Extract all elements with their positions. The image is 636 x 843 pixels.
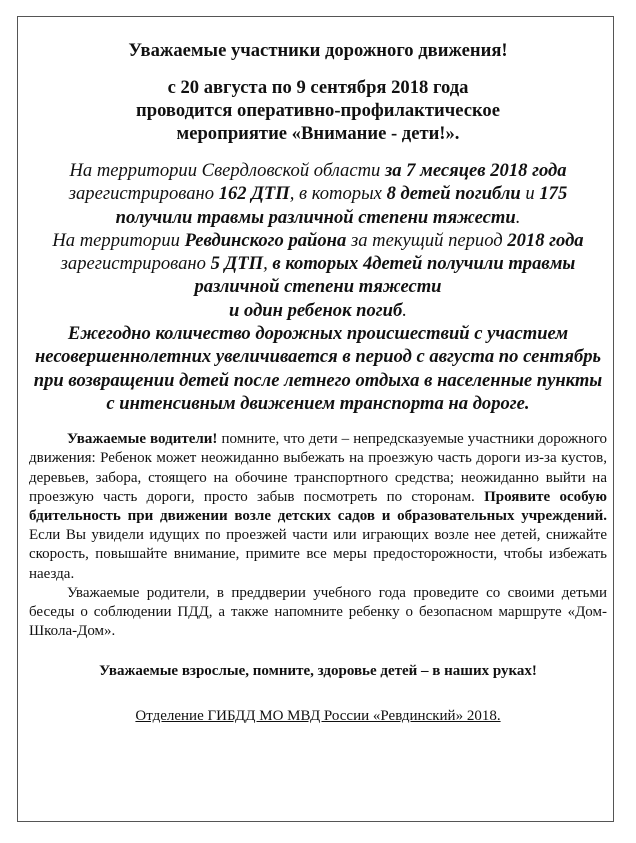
drivers-text: помните, что дети – непредсказуемые участники дорожного движения: Ребенок может неожиданно выбежать на проезжую часть дороги из-за кустов, деревьев, забора, стоящего на обочине транспортного средства; неожиданно выйти на проезжую часть дороги, просто забыв посмотреть по сторонам. <box>29 431 608 505</box>
parents-appeal: Уважаемые родители, в преддверии учебного года проведите со своими детьми беседы о соблюдении ПДД, а также напомните ребенку о безопасном маршруте «Дом-Школа-Дом». <box>29 584 607 640</box>
campaign-name: мероприятие «Внимание - дети!». <box>176 123 460 144</box>
stats-year: 2018 года <box>507 229 584 251</box>
drivers-heading: Уважаемые водители! <box>67 431 218 448</box>
signature <box>29 707 607 726</box>
closing-slogan: Уважаемые взрослые, помните, здоровье детей – в наших руках! <box>99 662 537 679</box>
document <box>29 40 607 726</box>
campaign-dates: с 20 августа по 9 сентября 2018 года <box>167 77 469 98</box>
stats-text: На территории Свердловской области <box>69 160 385 181</box>
stats-children-killed: 8 детей погибли <box>386 183 521 205</box>
stats-text: На территории <box>52 229 185 251</box>
drivers-warning: Проявите особую бдительность при движении возле детских садов и образовательных учреждений. <box>29 488 607 525</box>
stats-text: , <box>263 253 273 275</box>
stats-period: за 7 месяцев 2018 года <box>384 160 567 181</box>
stats-district: Ревдинского района <box>184 229 347 251</box>
campaign-line-2: проводится оперативно-профилактическое <box>136 100 500 121</box>
signature-text: Отделение ГИБДД МО МВД России «Ревдинский» 2018. <box>135 707 501 724</box>
stats-district-injured: в которых 4детей получили травмы различной степени тяжести <box>194 253 576 298</box>
accident-statistics <box>29 159 607 415</box>
stats-text: зарегистрировано <box>60 253 211 275</box>
stats-text: , в которых <box>289 183 387 205</box>
stats-text: зарегистрировано <box>68 183 219 205</box>
stats-accidents-count: 162 ДТП <box>218 183 290 205</box>
campaign-announcement <box>29 76 607 145</box>
page-title: Уважаемые участники дорожного движения! <box>128 40 508 61</box>
indent <box>29 585 67 601</box>
drivers-text-2: Если Вы увидели идущих по проезжей части или играющих возле нее детей, снижайте скорость, повышайте внимание, примите все меры предосторожности, чтобы избежать наезда. <box>29 527 607 582</box>
stats-text: за текущий период <box>346 229 508 251</box>
stats-text: и <box>520 183 540 205</box>
stats-trend: Ежегодно количество дорожных происшествий с участием несовершеннолетних увеличивается в период с августа по сентябрь при возвращении детей после летнего отдыха в населенные пункты с интенсивным движением транспорта на дороге. <box>33 323 603 414</box>
stats-district-killed: и один ребенок погиб <box>229 299 403 321</box>
stats-district-accidents: 5 ДТП <box>210 253 264 275</box>
indent <box>29 431 67 447</box>
stats-text: . <box>515 206 521 228</box>
drivers-appeal <box>29 430 607 641</box>
stats-text: . <box>402 299 407 321</box>
stats-children-injured: 175 получили травмы различной степени тяжести <box>115 183 568 228</box>
